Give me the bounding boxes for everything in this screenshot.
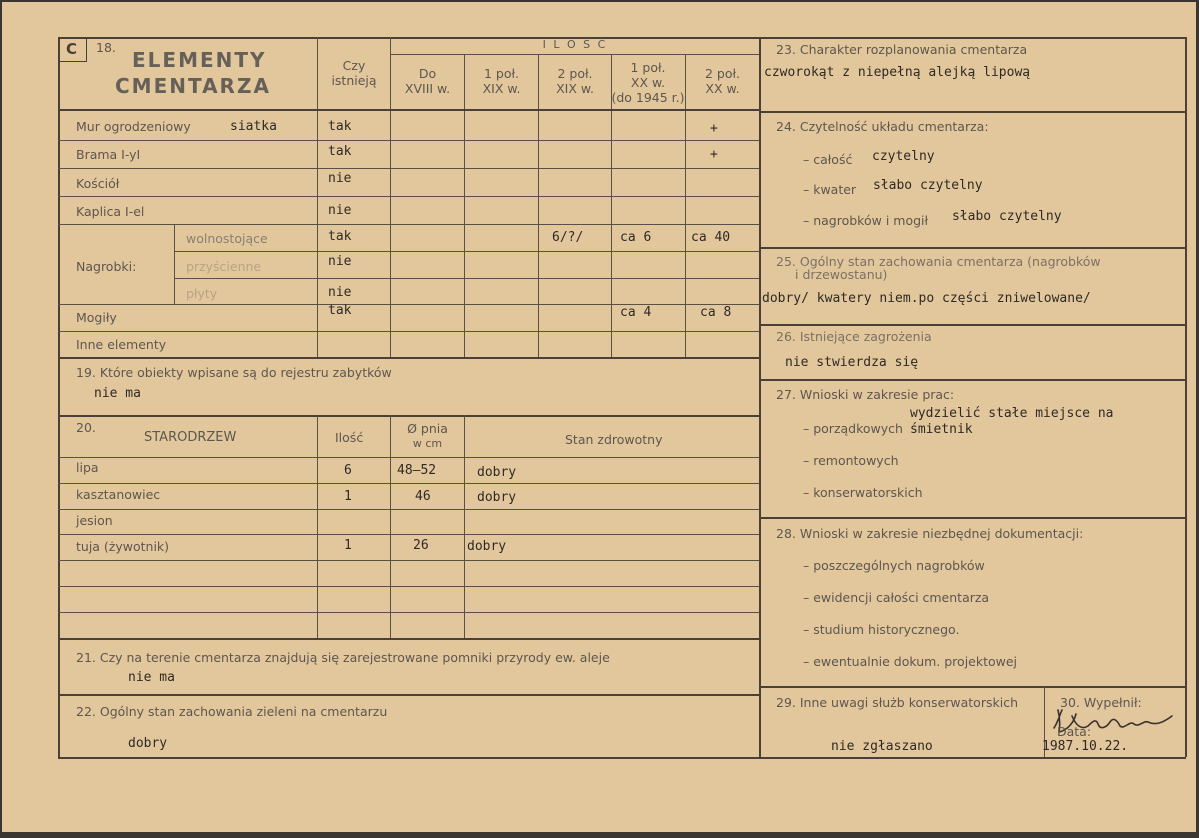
item27-label: 27. Wnioski w zakresie prac: xyxy=(776,387,955,402)
item30-date-label: Data: xyxy=(1057,724,1092,739)
item30-label: 30. Wypełnił: xyxy=(1060,695,1142,710)
row-mark-mur: + xyxy=(710,121,718,136)
row-exists-brama: tak xyxy=(328,144,352,159)
nagrobki-sub2-exists: nie xyxy=(328,254,352,269)
item18-number: 18. xyxy=(96,40,116,55)
item24-a-value: czytelny xyxy=(872,149,935,164)
item27-b-label: – remontowych xyxy=(803,453,899,468)
row-label-inne: Inne elementy xyxy=(76,337,167,352)
item26-value: nie stwierdza się xyxy=(785,355,919,370)
item21-value: nie ma xyxy=(128,670,175,685)
row-exists-kaplica: nie xyxy=(328,203,352,218)
item24-a-label: – całość xyxy=(803,152,853,167)
row-p5-mogily: ca 8 xyxy=(700,305,732,320)
item19-label: 19. Które obiekty wpisane są do rejestru zabytków xyxy=(76,365,392,380)
nagrobki-sub3-exists: nie xyxy=(328,285,352,300)
item29-label: 29. Inne uwagi służb konserwatorskich xyxy=(776,695,1018,710)
period-header: Do XVIII w. xyxy=(404,66,451,96)
nagrobki-sub1-p5: ca 40 xyxy=(691,230,731,245)
item25-label-line2: i drzewostanu) xyxy=(795,267,888,282)
row-exists-mogily: tak xyxy=(328,303,352,318)
period-header: 1 poł. XIX w. xyxy=(482,66,521,96)
nagrobki-sub1-p3: 6/?/ xyxy=(552,230,584,245)
item20-col-qty: Ilość xyxy=(335,430,364,445)
item27-c-label: – konserwatorskich xyxy=(803,485,923,500)
nagrobki-sub-wolnostojace: wolnostojące xyxy=(186,231,268,246)
item28-doc-item: – ewidencji całości cmentarza xyxy=(803,590,990,605)
item27-a-value-line1: wydzielić stałe miejsce na xyxy=(910,406,1114,421)
section-c-box xyxy=(59,38,87,62)
nagrobki-sub-przyscienne: przyścienne xyxy=(186,259,262,274)
row-label-nagrobki: Nagrobki: xyxy=(76,259,137,274)
section-letter: C xyxy=(66,40,78,58)
row-label-kaplica: Kaplica I-el xyxy=(76,204,145,219)
row-label-brama: Brama I-yI xyxy=(76,147,141,162)
row-exists-kosciol: nie xyxy=(328,171,352,186)
row-label-kosciol: Kościół xyxy=(76,176,120,191)
item20-col-diam: Ø pnia w cm xyxy=(407,421,448,450)
row-exists-mur: tak xyxy=(328,119,352,134)
row-label-mogily: Mogiły xyxy=(76,310,117,325)
item24-label: 24. Czytelność układu cmentarza: xyxy=(776,119,989,134)
item24-c-label: – nagrobków i mogił xyxy=(803,213,929,228)
item23-label: 23. Charakter rozplanowania cmentarza xyxy=(776,42,1028,57)
item29-value: nie zgłaszano xyxy=(831,739,933,754)
item28-doc-item: – poszczególnych nagrobków xyxy=(803,558,985,573)
period-header: 1 poł. XX w. (do 1945 r.) xyxy=(611,60,685,105)
item20-number: 20. xyxy=(76,420,96,435)
item18-title-line1: ELEMENTY xyxy=(132,48,267,72)
period-header: 2 poł. XIX w. xyxy=(556,66,594,96)
item28-doc-item: – ewentualnie dokum. projektowej xyxy=(803,654,1018,669)
row-mark-brama: + xyxy=(710,147,718,162)
item28-doc-item: – studium historycznego. xyxy=(803,622,960,637)
item21-label: 21. Czy na terenie cmentarza znajdują się zarejestrowane pomniki przyrody ew. aleje xyxy=(76,650,610,665)
nagrobki-sub1-exists: tak xyxy=(328,229,352,244)
item25-label-line1: 25. Ogólny stan zachowania cmentarza (nagrobków xyxy=(776,254,1101,269)
item24-c-value: słabo czytelny xyxy=(952,209,1062,224)
item24-b-value: słabo czytelny xyxy=(873,178,983,193)
item27-a-value-line2: śmietnik xyxy=(910,422,973,437)
item18-title-line2: CMENTARZA xyxy=(115,74,271,98)
inventory-card: C 18. ELEMENTY CMENTARZA Czy istnieją I L O Ś Ć Do XVIII w. 1 poł. XIX w. 2 poł. XIX w. 1 poł. XX w. (do 1945 r.) 2 poł. XX w. Mur ogrodzeniowy siatka tak + Brama I-yI tak + Kościół nie Kaplica I-el nie Nagrobki: wolnostojące tak 6/?/ ca 6 ca 40 przyścienne nie płyty nie Mogiły tak ca 4 ca 8 Inne elementy 19. Które obiekty wpisane są do rejestru zabytków nie ma 20. STARODRZEW Ilość Ø pnia w cm Stan zdrowotny lipa 6 48–52 dobry kasztanowiec 1 46 dobry jesion tuja (żywotnik) 1 26 dobry 21. Czy na terenie cmentarza znajdują się zarejestrowane pomniki przyrody ew. aleje nie ma 22. Ogólny stan zachowania zieleni na cmentarzu dobry 23. Charakter rozplanowania cmentarza czworokąt z niepełną alejką lipową 24. Czytelność układu cmentarza: – całość czytelny – kwater słabo czytelny – nagrobków i mogił słabo czytelny 25. Ogólny stan zachowania cmentarza (nagrobków i drzewostanu) dobry/ kwatery niem.po części zniwelowane/ 26. Istniejące zagrożenia nie stwierdza się 27. Wnioski w zakresie prac: – porządkowych wydzielić stałe miejsce na śmietnik – remontowych – konserwatorskich 28. Wnioski w zakresie niezbędnej dokumentacji: – poszczególnych nagrobków – ewidencji całości cmentarza – studium historycznego. – ewentualnie dokum. projektowej 29. Inne uwagi służb konserwatorskich nie zgłaszano 30. Wypełnił: Data: 1987.10.22. xyxy=(2,2,1196,832)
item22-label: 22. Ogólny stan zachowania zieleni na cmentarzu xyxy=(76,704,388,719)
row-p4-mogily: ca 4 xyxy=(620,305,652,320)
period-header: 2 poł. XX w. xyxy=(704,66,741,96)
row-note-mur: siatka xyxy=(230,119,277,134)
item19-value: nie ma xyxy=(94,386,141,401)
item20-col-health: Stan zdrowotny xyxy=(565,432,663,447)
item23-value: czworokąt z niepełną alejką lipową xyxy=(764,65,1031,80)
item25-value: dobry/ kwatery niem.po części zniwelowane/ xyxy=(762,291,1091,306)
col-exists-header: Czy istnieją xyxy=(331,58,377,88)
item30-date-value: 1987.10.22. xyxy=(1042,739,1129,754)
item22-value: dobry xyxy=(128,736,168,751)
item28-label: 28. Wnioski w zakresie niezbędnej dokumentacji: xyxy=(776,526,1084,541)
item24-b-label: – kwater xyxy=(803,182,857,197)
item20-title: STARODRZEW xyxy=(144,430,237,445)
nagrobki-sub-plyty: płyty xyxy=(186,286,218,301)
item26-label: 26. Istniejące zagrożenia xyxy=(776,329,932,344)
row-label-mur: Mur ogrodzeniowy xyxy=(76,119,191,134)
item27-a-label: – porządkowych xyxy=(803,421,903,436)
quantity-group-header: I L O Ś Ć xyxy=(542,38,608,51)
nagrobki-sub1-p4: ca 6 xyxy=(620,230,652,245)
